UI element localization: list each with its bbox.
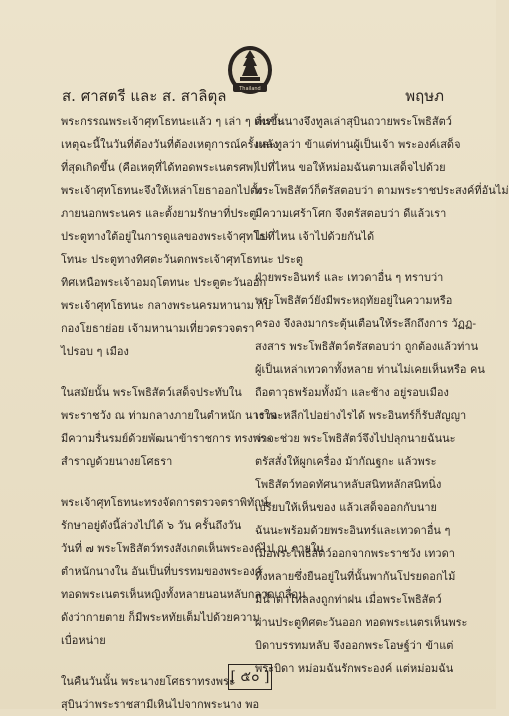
paragraph-gap [61,473,241,491]
text-line: สุบินว่าพระราชสามีเหินไปจากพระนาง พอ [61,698,260,711]
text-line: ฝ่ายพระอินทร์ และ เทวดาอื่น ๆ ทราบว่า [255,271,444,284]
text-line: ที่สุดเกิดขึ้น (คือเหตุที่ได้ทอดพระเนตรศพ) [61,161,258,174]
text-line: รักษาอยู่ดังนี้ล่วงไปได้ ๖ วัน ครั้นถึงวัน [61,519,242,532]
text-line: ประตูทางใต้อยู่ในการดูแลของพระเจ้าศุทโธ- [61,230,270,243]
text-line: เบื่อหน่าย [61,634,106,647]
text-line: ไปที่ไหน ขอให้หม่อมฉันตามเสด็จไปด้วย [255,161,446,174]
header-title-left: ส. ศาสตรี และ ส. สาลิตุล [62,87,227,105]
page-number: [ ๕๐ ] [228,664,272,690]
text-line: ทั้งหลายซึ่งยืนอยู่ในที่นั้นพากันโปรยดอกไม้ [255,570,456,583]
text-line: ไปที่ไหน เจ้าไปด้วยกันได้ [255,230,375,243]
text-line: สำราญด้วยนางยโศธรา [61,455,173,468]
text-line: ผ่านประตูทิศตะวันออก ทอดพระเนตรเห็นพระ [255,616,468,629]
text-line: ในสมัยนั้น พระโพธิสัตว์เสด็จประทับใน [61,386,242,399]
text-line: ทิศเหนือพระเจ้าอมฤโตทนะ ประตูตะวันออก [61,276,267,289]
text-line: พระโพธิสัตว์ก็ตรัสตอบว่า ตามพระราชประสงค์ที่อันไม่ [255,184,509,197]
text-line: พระราชวัง ณ ท่ามกลางภายในตำหนัก นางใน [61,409,277,422]
text-line: เหตุฉะนี้ในวันที่ต้องวันที่ต้องเหตุการณ์ครั้งหลัง [61,138,279,151]
text-line: ตรัสสั่งให้ผูกเครื่อง ม้ากัณฐกะ แล้วพระ [255,455,437,468]
logo-text: Thailand [239,86,261,92]
paragraph-gap [61,652,241,670]
text-line: กองโยธาย่อย เจ้ามหานามเที่ยวตรวจตรา [61,322,255,335]
paragraph-gap [61,363,241,381]
text-line: พระกรรณพระเจ้าศุทโธทนะแล้ว ๆ เล่า ๆ เพราะ [61,115,284,128]
text-line: ในคืนวันนั้น พระนางยโศธราทรงพระ [61,675,235,688]
text-line: ฉันนะพร้อมด้วยพระอินทร์และเทวดาอื่น ๆ [255,524,451,537]
text-line: ผู้เป็นเหล่าเทวดาทั้งหลาย ท่านไม่เคยเห็นหรือ คน [255,363,485,376]
text-line: ไปรอบ ๆ เมือง [61,345,129,358]
text-line: พระโพธิสัตว์ยังมีพระหฤทัยอยู่ในความหรือ [255,294,453,307]
text-line: เมื่อพระโพธิสัตว์ออกจากพระราชวัง เทวดา [255,547,455,560]
text-line: ดังว่ากายตาย ก็มีพระหทัยเต็มไปด้วยความ [61,611,260,624]
text-line: พระเจ้าศุทโธทนะจึงให้เหล่าโยธาออกไปตั้ง [61,184,263,197]
text-line: โพธิสัตว์ทอดทัศนาหลับสนิทหลักสนิทนิ่ง [255,478,442,491]
text-line: ตื่นขึ้นนางจึงทูลเล่าสุบินถวายพระโพธิสัตว์ [255,115,452,128]
text-line: บิดาบรรทมหลับ จึงออกพระโอษฐ์ว่า ข้าแต่ [255,639,454,652]
text-line: วันที่ ๗ พระโพธิสัตว์ทรงสังเกตเห็นพระองค์ไป ณ ภายใน [61,542,324,555]
text-line: และทูลว่า ข้าแต่ท่านผู้เป็นเจ้า พระองค์เสด็จ [255,138,461,151]
text-line: ว่าจะช่วย พระโพธิสัตว์จึงไปปลุกนายฉันนะ [255,432,456,445]
text-line: ถือตาวุธพร้อมทั้งม้า และช้าง อยู่รอบเมือง [255,386,449,399]
text-line: มีความเศร้าโศก จึงตรัสตอบว่า ดีแล้วเรา [255,207,447,220]
right-column [255,110,509,680]
text-line: มีความรื่นรมย์ด้วยพัฒนาข้าราชการ ทรงพระ [61,432,272,445]
text-line: สงสาร พระโพธิสัตว์ตรัสตอบว่า ถูกต้องแล้วท่าน [255,340,479,353]
text-line: ตำหนักนางใน อันเป็นที่บรรทมของพระองค์ [61,565,263,578]
royal-emblem-icon [225,40,275,96]
text-line: มีน้ำตาไหลลงถูกท่าฝน เมื่อพระโพธิสัตว์ [255,593,442,606]
text-line: ครอง จึงลงมากระตุ้นเตือนให้ระลึกถึงการ วัฏฏ- [255,317,477,330]
text-line: ทอดพระเนตรเห็นหญิงทั้งหลายนอนหลับกลาดเกลื่อน [61,588,306,601]
text-line: พระบิดา หม่อมฉันรักพระองค์ แต่หม่อมฉัน [255,662,454,675]
text-line: พระเจ้าศุทโธทนะ กลางพระนครมหานาม กับ [61,299,272,312]
text-line: ภายนอกพระนคร และตั้งยามรักษาที่ประตู [61,207,257,220]
text-line: เปรียบให้เห็นของ แล้วเสด็จออกกับนาย [255,501,437,514]
paragraph-gap [255,248,440,266]
text-line: พระเจ้าศุทโธทนะทรงจัดการตรวจตราพิทักษ์ [61,496,269,509]
text-line: เราจะหลีกไปอย่างไรได้ พระอินทร์ก็รับสัญญา [255,409,467,422]
header-title-right: พฤษภ [405,87,444,105]
text-line: โทนะ ประตูทางทิศตะวันตกพระเจ้าศุทโธทนะ ประตู [61,253,304,266]
